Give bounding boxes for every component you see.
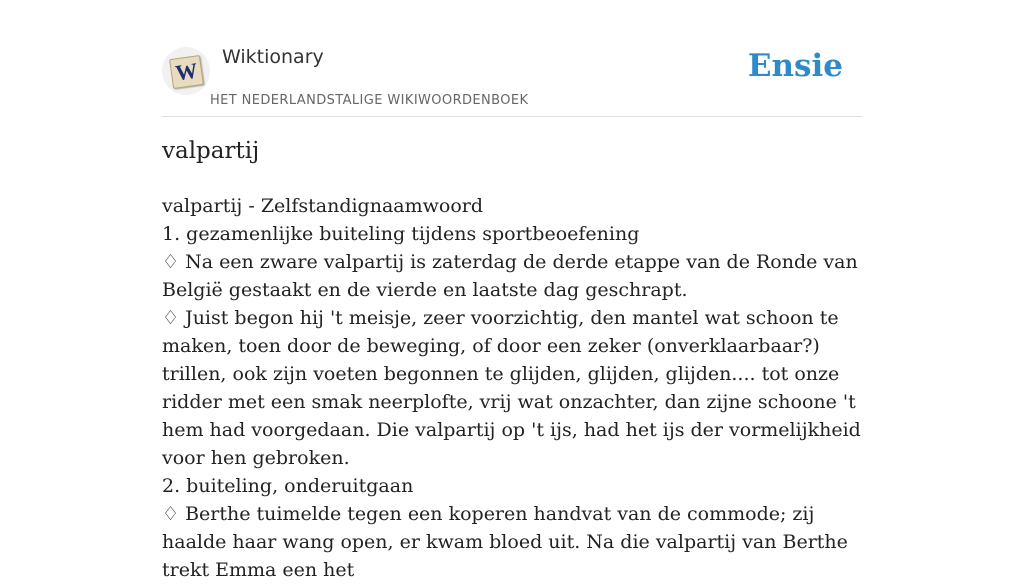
site-subtitle: HET NEDERLANDSTALIGE WIKIWOORDENBOEK [210,93,529,108]
example-2: ♢ Juist begon hij 't meisje, zeer voorzichtig, den mantel wat schoon te maken, toen door de beweging, of door een zeker (onverklaarbaar?) trillen, ook zijn voeten begonnen te glijden, glijden, glijden.... tot onze ridder met een smak neerplofte, vrij wat onzachter, dan zijne schoone 't hem had voorgedaan. Die valpartij op 't ijs, had het ijs der vormelijkheid voor hen gebroken. [162,307,861,469]
example-3: ♢ Berthe tuimelde tegen een koperen handvat van de commode; zij haalde haar wang open, er kwam bloed uit. Na die valpartij van Berthe trekt Emma een het [162,503,848,581]
site-name[interactable]: Wiktionary [222,46,324,68]
site-header [162,44,862,117]
definition-2: 2. buiteling, onderuitgaan [162,475,414,497]
w-tile-icon: W [169,55,204,89]
example-1: ♢ Na een zware valpartij is zaterdag de derde etappe van de Ronde van België gestaakt en de vierde en laatste dag geschrapt. [162,251,858,301]
wiktionary-logo[interactable] [162,47,210,95]
entry-content [162,192,862,584]
entry-heading: valpartij - Zelfstandignaamwoord [162,195,484,217]
ensie-brand-link[interactable]: Ensie [747,48,843,84]
definition-1: 1. gezamenlijke buiteling tijdens sportbeoefening [162,223,640,245]
page-title: valpartij [162,138,260,164]
